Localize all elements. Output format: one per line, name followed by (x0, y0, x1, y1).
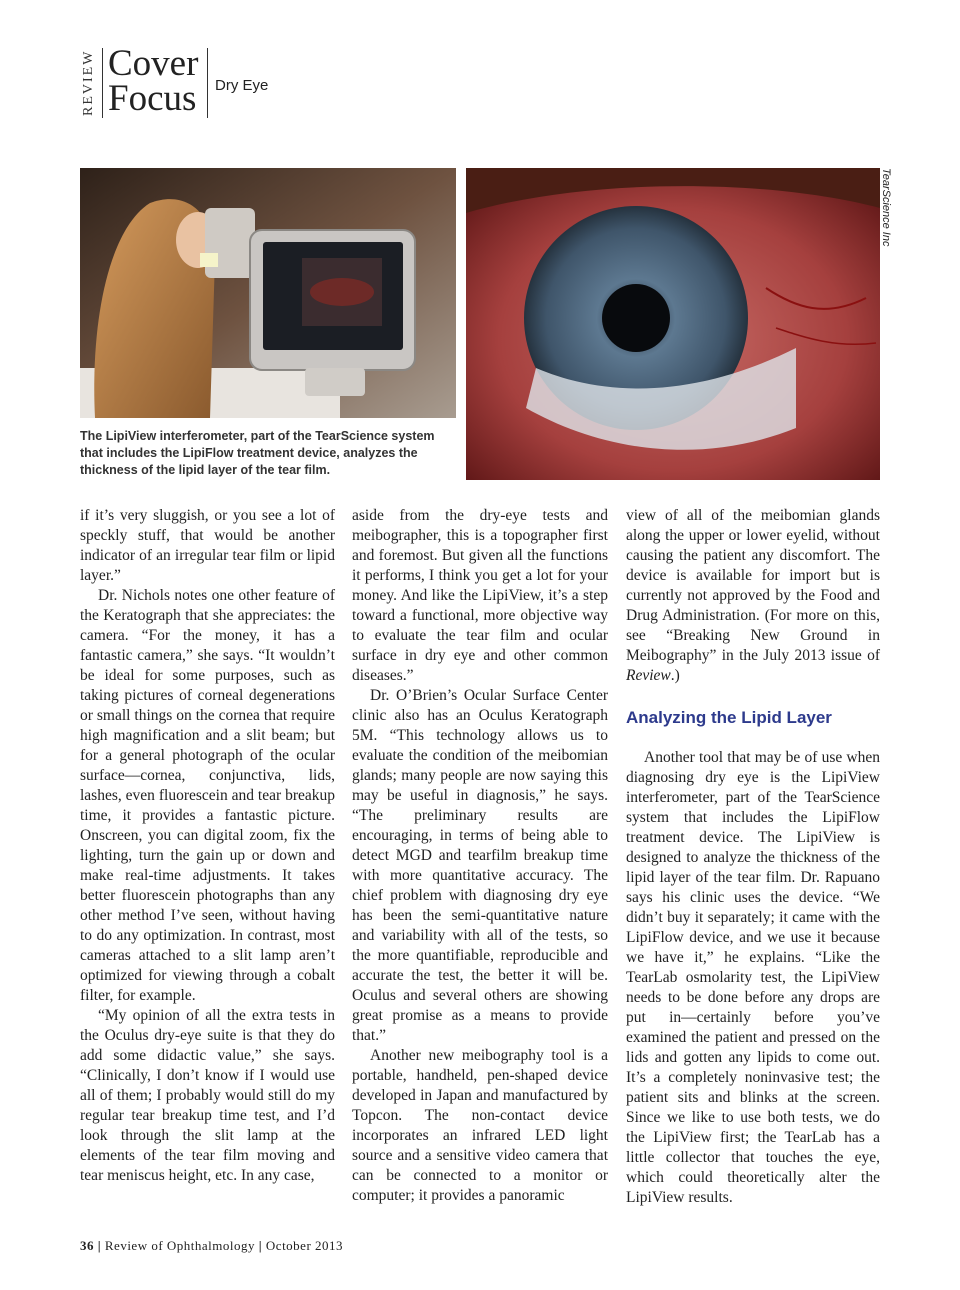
paragraph-end: .) (670, 667, 680, 684)
subheading: Analyzing the Lipid Layer (626, 708, 832, 727)
page-number: 36 (80, 1238, 94, 1253)
paragraph: Dr. O’Brien’s Ocular Surface Center clinic also has an Oculus Keratograph 5M. “This technology allows us to evaluate the condition of the meibomian glands; many people are now saying this may be useful in diagnosis,” he says. “The preliminary results are encouraging, in terms of being able to detect MGD and tearfilm breakup time with more quantitative accuracy. The chief problem with diagnosing dry eye has been the semi-quantitative nature and variability with all of the tests, so the more quantifiable, reproducible and accurate the test, the better it will be. Oculus and several others are showing great promise as a means to provide that.” (352, 687, 608, 1044)
journal-name: Review of Ophthalmology (104, 1238, 256, 1253)
photo-caption: The LipiView interferometer, part of the TearScience system that includes the LipiFlow treatment device, analyzes the thickness of the lipid layer of the tear film. (80, 429, 435, 477)
cover-focus-title (108, 43, 199, 119)
paragraph: Another new meibography tool is a portable, handheld, pen-shaped device developed in Japan and manufactured by Topcon. The non-contact device incorporates an infrared LED light source and a sensitive video camera that can be connected to a monitor or computer; it provides a panoramic (352, 1047, 608, 1204)
eye-closeup-photo (466, 168, 880, 480)
lipiview-photo-art (80, 168, 456, 418)
article-column-3 (626, 506, 880, 1208)
article-column-2 (352, 506, 608, 1206)
article-column-1 (80, 506, 335, 1186)
section-tag: Dry Eye (215, 77, 269, 94)
paragraph (626, 506, 880, 686)
paragraph: Dr. Nichols notes one other feature of the Keratograph that she appreciates: the camera. “For the money, it has a fantastic camera,” she says. “It wouldn’t be ideal for some purposes, such as taking pictures of corneal degenerations or small things on the cornea that require high magnification and a slit beam; but for a general photograph of the ocular surface—cornea, conjunctiva, lids, lashes, even fluorescein and tear breakup time, it provides a fantastic picture. Onscreen, you can digital zoom, fix the lighting, turn the gain up or down and make real-time adjustments. It takes better fluorescein photographs than any other method I’ve seen, without having to do any optimization. In contrast, most cameras attached to a slit lamp aren’t optimized for viewing through a cobalt filter, for example. (80, 587, 335, 1004)
header-rule-right (207, 48, 208, 118)
paragraph-text: view of all of the meibomian glands along the upper or lower eyelid, without causing the patient any discomfort. The device is available for import but is currently not approved by the Food and Drug Administration. (For more on this, see “Breaking New Ground in Meibography” in the July 2013 issue of (626, 507, 880, 664)
paragraph: aside from the dry-eye tests and meibographer, this is a topographer first and foremost. But given all the functions it performs, I think you get a lot for your money. And like the LipiView, it’s a step toward a functional, more objective way to evaluate the tear film and ocular surface in dry eye and other common diseases.” (352, 507, 608, 684)
eye-photo-art (466, 168, 880, 480)
cover-line-2: Focus (108, 78, 197, 119)
header-rule-left (102, 48, 103, 118)
footer-separator: | (97, 1238, 102, 1253)
paragraph: if it’s very sluggish, or you see a lot of speckly stuff, that would be another indicator of an irregular tear film or lipid layer.” (80, 507, 335, 584)
paragraph: “My opinion of all the extra tests in the Oculus dry-eye suite is that they do add some didactic value,” she says. “Clinically, I don’t know if I would use all of them; I probably would still do my regular tear breakup time test, and I’d look through the slit lamp at the elements of the tear film moving and tear meniscus height, etc. In any case, (80, 1007, 335, 1184)
issue-date: October 2013 (265, 1238, 344, 1253)
journal-name-italic: Review (626, 667, 671, 684)
paragraph: Another tool that may be of use when diagnosing dry eye is the LipiView interferometer, part of the TearScience system that includes the LipiFlow treatment device. The LipiView is designed to analyze the thickness of the lipid layer of the tear film. Dr. Rapuano says his clinic uses the device. “We didn’t buy it separately; it came with the LipiFlow device, and we use it because we have it,” he explains. “Like the TearLab osmolarity test, the LipiView needs to be done before any drops are put in—certainly before you’ve examined the patient and pressed on the lids and gotten any lipids to come out. It’s a completely noninvasive test; the patient sits and blinks at the screen. Since we like to use both tests, we do the LipiView first; the TearLab has a little collector that touches the eye, which could theoretically alter the LipiView results. (626, 749, 880, 1206)
lipiview-interferometer-photo (80, 168, 456, 418)
photo-credit: TearScience Inc (880, 168, 892, 247)
review-label: REVIEW (81, 49, 96, 116)
cover-line-1: Cover (108, 43, 199, 84)
footer-separator: | (258, 1238, 263, 1253)
page-footer (80, 1238, 343, 1254)
